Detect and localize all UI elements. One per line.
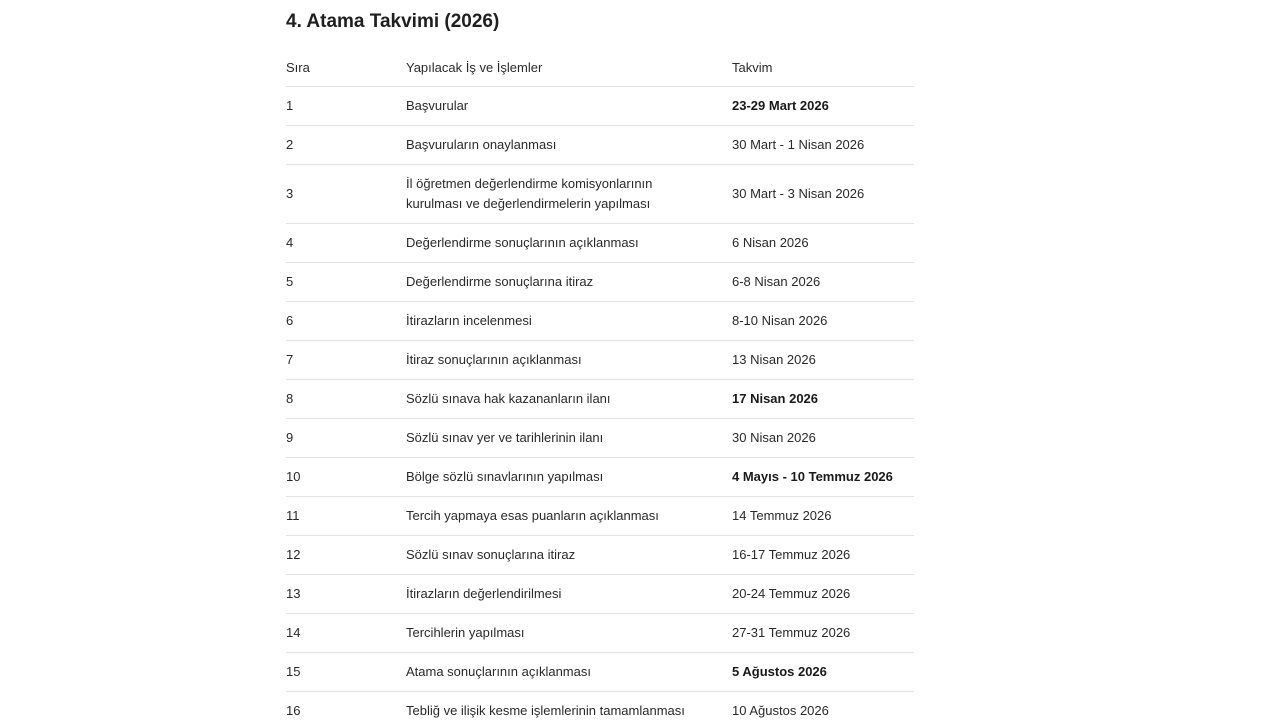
row-number: 12 [286, 536, 406, 575]
row-date: 16-17 Temmuz 2026 [732, 536, 914, 575]
table-row [286, 224, 914, 263]
row-number: 5 [286, 263, 406, 302]
table-row [286, 380, 914, 419]
page-title: 4. Atama Takvimi (2026) [286, 11, 500, 32]
row-number: 11 [286, 497, 406, 536]
schedule-table [286, 48, 914, 720]
row-task: İtirazların değerlendirilmesi [406, 575, 732, 614]
row-date: 6-8 Nisan 2026 [732, 263, 914, 302]
row-number: 3 [286, 165, 406, 224]
table-row [286, 87, 914, 126]
table-row [286, 263, 914, 302]
row-task: Başvuruların onaylanması [406, 126, 732, 165]
row-task: İl öğretmen değerlendirme komisyonlarının kurulması ve değerlendirmelerin yapılması [406, 165, 732, 224]
table-row [286, 126, 914, 165]
row-number: 4 [286, 224, 406, 263]
row-number: 13 [286, 575, 406, 614]
row-task: Bölge sözlü sınavlarının yapılması [406, 458, 732, 497]
row-task: Tercih yapmaya esas puanların açıklanması [406, 497, 732, 536]
table-row [286, 419, 914, 458]
row-task: Başvurular [406, 87, 732, 126]
row-number: 14 [286, 614, 406, 653]
row-date: 17 Nisan 2026 [732, 380, 914, 419]
row-date: 8-10 Nisan 2026 [732, 302, 914, 341]
table-row [286, 575, 914, 614]
row-number: 15 [286, 653, 406, 692]
header-sira: Sıra [286, 48, 406, 87]
table-row [286, 614, 914, 653]
row-task: Değerlendirme sonuçlarının açıklanması [406, 224, 732, 263]
row-date: 27-31 Temmuz 2026 [732, 614, 914, 653]
row-task: Sözlü sınava hak kazananların ilanı [406, 380, 732, 419]
row-task: İtirazların incelenmesi [406, 302, 732, 341]
row-date: 5 Ağustos 2026 [732, 653, 914, 692]
row-date: 4 Mayıs - 10 Temmuz 2026 [732, 458, 914, 497]
row-date: 6 Nisan 2026 [732, 224, 914, 263]
table-row [286, 536, 914, 575]
row-task: Sözlü sınav sonuçlarına itiraz [406, 536, 732, 575]
row-number: 9 [286, 419, 406, 458]
row-number: 10 [286, 458, 406, 497]
row-task: Tercihlerin yapılması [406, 614, 732, 653]
row-date: 30 Mart - 1 Nisan 2026 [732, 126, 914, 165]
row-number: 7 [286, 341, 406, 380]
table-header-row [286, 48, 914, 87]
header-task: Yapılacak İş ve İşlemler [406, 48, 732, 87]
row-number: 6 [286, 302, 406, 341]
row-task: Atama sonuçlarının açıklanması [406, 653, 732, 692]
row-date: 30 Nisan 2026 [732, 419, 914, 458]
row-task: Değerlendirme sonuçlarına itiraz [406, 263, 732, 302]
row-number: 8 [286, 380, 406, 419]
table-row [286, 692, 914, 720]
table-row [286, 302, 914, 341]
row-task: Sözlü sınav yer ve tarihlerinin ilanı [406, 419, 732, 458]
row-date: 10 Ağustos 2026 [732, 703, 829, 718]
row-date: 20-24 Temmuz 2026 [732, 575, 914, 614]
row-number: 1 [286, 87, 406, 126]
row-task: İtiraz sonuçlarının açıklanması [406, 341, 732, 380]
header-date: Takvim [732, 48, 914, 87]
table-row [286, 653, 914, 692]
table-row [286, 497, 914, 536]
table-row [286, 165, 914, 224]
row-number: 2 [286, 126, 406, 165]
row-number: 16 [286, 703, 301, 718]
row-date: 13 Nisan 2026 [732, 341, 914, 380]
table-row [286, 341, 914, 380]
row-date: 14 Temmuz 2026 [732, 497, 914, 536]
row-task: Tebliğ ve ilişik kesme işlemlerinin tamamlanması [406, 703, 685, 718]
row-date: 23-29 Mart 2026 [732, 87, 914, 126]
table-row [286, 458, 914, 497]
row-date: 30 Mart - 3 Nisan 2026 [732, 165, 914, 224]
